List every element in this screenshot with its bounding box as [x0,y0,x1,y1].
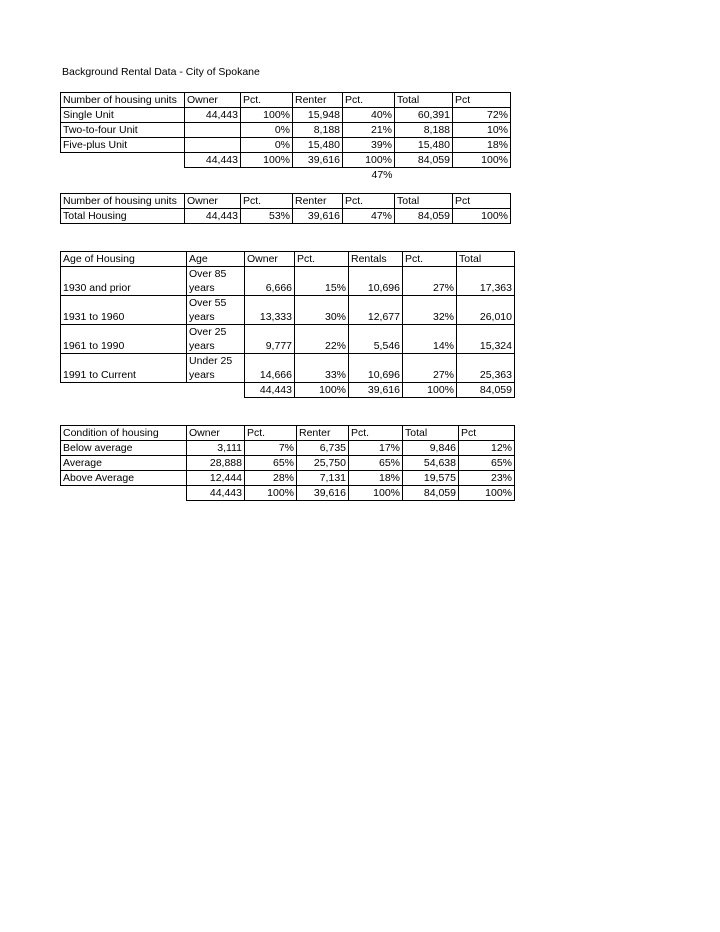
header-cell: Owner [185,194,241,209]
renter-pct-cell: 21% [343,123,395,138]
total-pct-cell: 10% [453,123,511,138]
renter-pct-cell: 39% [343,138,395,153]
owner-cell [185,123,241,138]
age-cell [187,325,245,354]
rentals-pct-cell: 32% [403,296,457,325]
header-cell: Number of housing units [61,93,185,108]
total-pct-total-cell: 100% [459,486,515,501]
age-line: Under 25 [189,355,233,367]
header-cell: Age of Housing [61,252,187,267]
row-label: Average [61,456,187,471]
owner-pct-cell: 0% [241,123,293,138]
header-cell: Pct [453,93,511,108]
total-cell: 25,363 [457,354,515,383]
owner-pct-cell: 7% [245,441,297,456]
total-cell: 54,638 [403,456,459,471]
owner-pct-cell: 30% [295,296,349,325]
total-row [61,383,515,398]
header-cell: Pct. [403,252,457,267]
total-cell: 17,363 [457,267,515,296]
rentals-pct-cell: 27% [403,267,457,296]
renter-total-cell: 39,616 [297,486,349,501]
renter-cell: 25,750 [297,456,349,471]
total-cell: 19,575 [403,471,459,486]
renter-total-cell: 39,616 [293,153,343,168]
owner-cell: 28,888 [187,456,245,471]
renter-cell: 7,131 [297,471,349,486]
renter-pct-cell: 18% [349,471,403,486]
table-header-row [61,426,515,441]
renter-pct-total-cell: 100% [343,153,395,168]
header-cell: Total [395,93,453,108]
renter-cell: 15,948 [293,108,343,123]
extra-row [61,168,511,183]
total-total-cell: 84,059 [457,383,515,398]
owner-cell: 12,444 [187,471,245,486]
header-cell: Pct. [241,93,293,108]
row-label: 1930 and prior [61,267,187,296]
renter-pct-cell: 40% [343,108,395,123]
owner-pct-total-cell: 100% [241,153,293,168]
renter-pct-total-cell: 100% [349,486,403,501]
owner-pct-cell: 65% [245,456,297,471]
total-housing-table [60,193,511,224]
rentals-pct-total-cell: 100% [403,383,457,398]
total-cell: 15,480 [395,138,453,153]
table-row [61,267,515,296]
table-header-row [61,194,511,209]
total-cell: 60,391 [395,108,453,123]
header-cell: Owner [245,252,295,267]
total-row [61,153,511,168]
renter-pct-cell: 47% [343,209,395,224]
blank-cell [61,153,185,168]
rentals-pct-cell: 27% [403,354,457,383]
row-label: Total Housing [61,209,185,224]
rentals-cell: 10,696 [349,354,403,383]
owner-pct-cell: 33% [295,354,349,383]
table-row [61,354,515,383]
owner-cell: 13,333 [245,296,295,325]
owner-cell: 44,443 [185,209,241,224]
age-line: years [189,311,215,323]
age-cell [187,296,245,325]
total-pct-cell: 23% [459,471,515,486]
renter-pct-cell: 65% [349,456,403,471]
row-label: 1961 to 1990 [61,325,187,354]
age-of-housing-table [60,251,515,398]
header-cell: Condition of housing [61,426,187,441]
table-header-row [61,252,515,267]
owner-cell: 6,666 [245,267,295,296]
page-title: Background Rental Data - City of Spokane [62,66,260,78]
table-row [61,456,515,471]
renter-pct-cell: 17% [349,441,403,456]
renter-cell: 8,188 [293,123,343,138]
total-total-cell: 84,059 [403,486,459,501]
rentals-cell: 12,677 [349,296,403,325]
rentals-pct-cell: 14% [403,325,457,354]
rentals-total-cell: 39,616 [349,383,403,398]
age-cell [187,354,245,383]
total-pct-cell: 65% [459,456,515,471]
renter-cell: 6,735 [297,441,349,456]
header-cell: Number of housing units [61,194,185,209]
header-cell: Pct [459,426,515,441]
row-label: 1991 to Current [61,354,187,383]
header-cell: Renter [293,194,343,209]
table-row [61,108,511,123]
header-cell: Renter [297,426,349,441]
owner-pct-cell: 53% [241,209,293,224]
header-cell: Age [187,252,245,267]
blank-cell [61,486,187,501]
total-cell: 84,059 [395,209,453,224]
table-row [61,296,515,325]
row-label: Single Unit [61,108,185,123]
owner-cell: 9,777 [245,325,295,354]
table-row [61,325,515,354]
total-pct-cell: 72% [453,108,511,123]
condition-of-housing-table [60,425,515,501]
header-cell: Total [403,426,459,441]
age-line: years [189,369,215,381]
age-cell [187,267,245,296]
table-row [61,138,511,153]
owner-pct-cell: 22% [295,325,349,354]
total-cell: 8,188 [395,123,453,138]
renter-cell: 15,480 [293,138,343,153]
total-pct-cell: 100% [453,209,511,224]
owner-total-cell: 44,443 [187,486,245,501]
housing-units-table [60,92,511,182]
header-cell: Owner [187,426,245,441]
total-pct-cell: 12% [459,441,515,456]
row-label: Above Average [61,471,187,486]
owner-pct-total-cell: 100% [295,383,349,398]
owner-pct-cell: 15% [295,267,349,296]
header-cell: Renter [293,93,343,108]
row-label: Five-plus Unit [61,138,185,153]
age-line: years [189,340,215,352]
owner-pct-cell: 100% [241,108,293,123]
total-pct-total-cell: 100% [453,153,511,168]
row-label: Below average [61,441,187,456]
total-cell: 9,846 [403,441,459,456]
total-pct-cell: 18% [453,138,511,153]
table-row [61,471,515,486]
header-cell: Pct. [343,194,395,209]
total-total-cell: 84,059 [395,153,453,168]
owner-cell: 3,111 [187,441,245,456]
header-cell: Pct. [295,252,349,267]
renter-cell: 39,616 [293,209,343,224]
header-cell: Pct [453,194,511,209]
rentals-cell: 5,546 [349,325,403,354]
header-cell: Pct. [343,93,395,108]
header-cell: Pct. [245,426,297,441]
renter-share-cell: 47% [371,169,393,181]
age-line: years [189,282,215,294]
table-row [61,441,515,456]
total-row [61,486,515,501]
owner-total-cell: 44,443 [185,153,241,168]
header-cell: Pct. [241,194,293,209]
owner-pct-total-cell: 100% [245,486,297,501]
owner-cell [185,138,241,153]
age-line: Over 25 [189,326,227,338]
owner-total-cell: 44,443 [245,383,295,398]
header-cell: Pct. [349,426,403,441]
header-cell: Owner [185,93,241,108]
total-cell: 26,010 [457,296,515,325]
age-line: Over 55 [189,297,227,309]
table-row [61,209,511,224]
age-line: Over 85 [189,268,227,280]
row-label: 1931 to 1960 [61,296,187,325]
rentals-cell: 10,696 [349,267,403,296]
table-row [61,123,511,138]
total-cell: 15,324 [457,325,515,354]
header-cell: Rentals [349,252,403,267]
header-cell: Total [395,194,453,209]
owner-pct-cell: 28% [245,471,297,486]
owner-cell: 14,666 [245,354,295,383]
owner-cell: 44,443 [185,108,241,123]
row-label: Two-to-four Unit [61,123,185,138]
header-cell: Total [457,252,515,267]
table-header-row [61,93,511,108]
owner-pct-cell: 0% [241,138,293,153]
